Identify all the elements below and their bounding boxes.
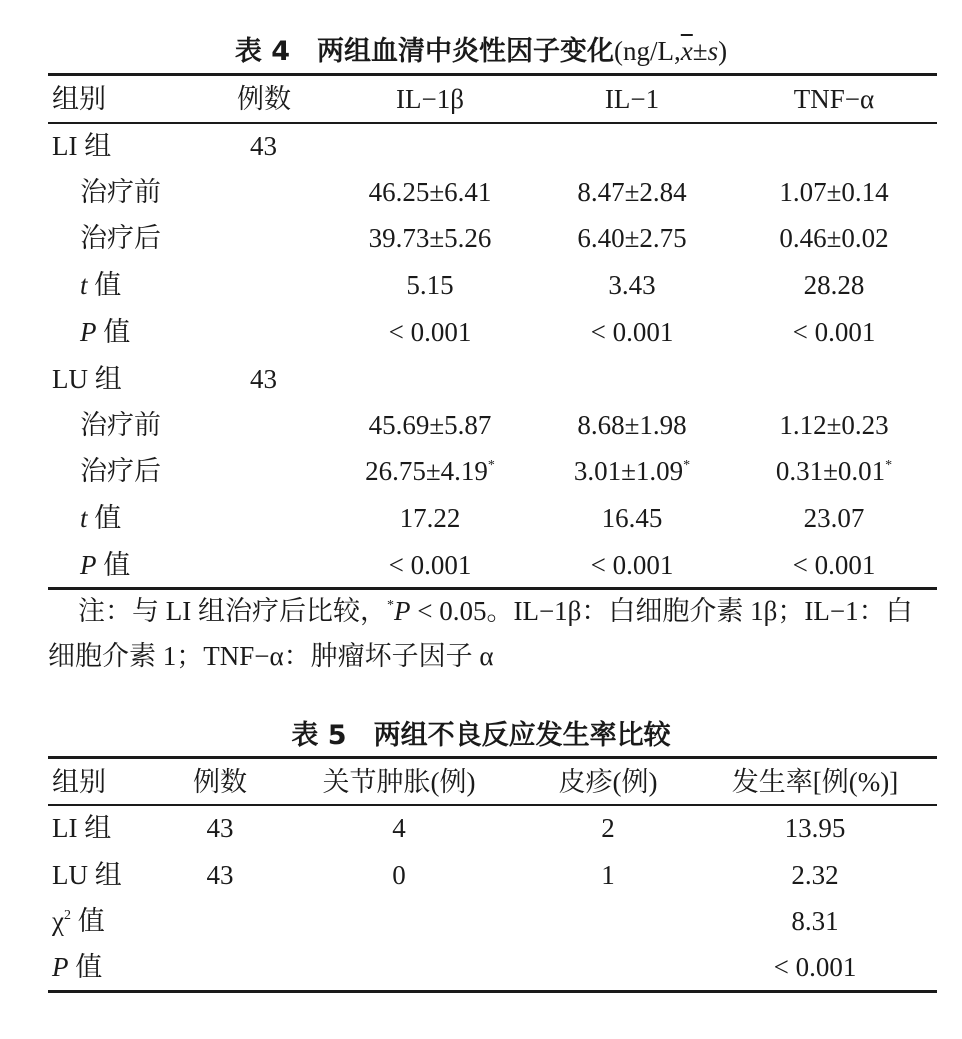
header-rash: 皮疹(例) <box>558 767 658 797</box>
header-group: 组别 <box>52 84 106 114</box>
group-label: LI 组 <box>52 813 112 843</box>
group-label: LU 组 <box>52 860 122 890</box>
group-count: 43 <box>250 364 277 394</box>
row-label: $\chi^2$ 值 <box>52 906 105 936</box>
table4-footnote: 注：与 LI 组治疗后比较，*P < 0.05。IL−1β：白细胞介素 1β；IL−1：白 细胞介素 1；TNF−α：肿瘤坏子因子 α <box>48 596 913 671</box>
header-count: 例数 <box>193 767 247 797</box>
value-il1b: 5.15 <box>406 270 454 300</box>
value-il1b: 17.22 <box>399 503 461 533</box>
value-tnf: 28.28 <box>803 270 865 300</box>
value-il1: < 0.001 <box>590 550 674 580</box>
row-label: P 值 <box>80 317 131 347</box>
table4-header-row <box>48 76 937 122</box>
table-row <box>48 215 937 261</box>
group-label: LI 组 <box>52 131 112 161</box>
table4-caption <box>0 33 962 70</box>
value-il1b: 45.69±5.87 <box>368 410 492 440</box>
value-tnf: 1.12±0.23 <box>779 410 889 440</box>
table-row <box>48 944 937 990</box>
value-tnf: 0.31±0.01* <box>775 456 893 486</box>
table5-caption: 表 5 两组不良反应发生率比较 <box>291 720 671 751</box>
value-il1: 8.68±1.98 <box>577 410 687 440</box>
table-row <box>48 356 937 402</box>
group-count: 43 <box>250 131 277 161</box>
value-il1: 6.40±2.75 <box>577 223 687 253</box>
table-row <box>48 852 937 898</box>
value-il1b: < 0.001 <box>388 317 472 347</box>
row-label: 治疗后 <box>80 223 161 253</box>
value-il1: 8.47±2.84 <box>577 177 687 207</box>
value-il1: < 0.001 <box>590 317 674 347</box>
value-il1b: 39.73±5.26 <box>368 223 492 253</box>
header-il1: IL−1 <box>604 84 660 114</box>
row-label: 治疗前 <box>80 177 161 207</box>
header-il1b: IL−1β <box>396 84 464 114</box>
row-label: t 值 <box>80 503 122 533</box>
value-tnf: 0.46±0.02 <box>779 223 889 253</box>
row-label: P 值 <box>80 550 131 580</box>
table4-caption-title: 表 4 两组血清中炎性因子变化 <box>234 36 615 67</box>
value-il1b: 26.75±4.19* <box>365 456 495 486</box>
table-row <box>48 898 937 944</box>
row-label: 治疗前 <box>80 410 161 440</box>
value-il1: 16.45 <box>601 503 663 533</box>
table-row <box>48 402 937 448</box>
row-label: t 值 <box>80 270 122 300</box>
significance-mark: * <box>885 458 893 473</box>
header-group: 组别 <box>52 767 106 797</box>
value-tnf: < 0.001 <box>792 317 876 347</box>
value-tnf: 23.07 <box>803 503 865 533</box>
header-joint-swelling: 关节肿胀(例) <box>322 767 476 797</box>
header-count: 例数 <box>237 84 291 114</box>
value-il1: 3.01±1.09* <box>573 456 691 486</box>
header-incidence-rate: 发生率[例(%)] <box>731 767 899 797</box>
table-row <box>48 542 937 588</box>
row-label: 治疗后 <box>80 456 161 486</box>
header-tnf: TNF−α <box>793 84 875 114</box>
table-row <box>48 123 937 169</box>
significance-mark: * <box>683 458 691 473</box>
value-il1b: 46.25±6.41 <box>368 177 492 207</box>
table-row <box>48 805 937 851</box>
value-il1: 3.43 <box>608 270 656 300</box>
table-row <box>48 448 937 494</box>
table-row <box>48 495 937 541</box>
value-incidence-rate: 13.95 <box>784 813 846 843</box>
value-incidence-rate: < 0.001 <box>773 952 857 982</box>
value-tnf: 1.07±0.14 <box>779 177 889 207</box>
value-rash: 2 <box>601 813 615 843</box>
value-joint-swelling: 4 <box>392 813 406 843</box>
value-il1b: < 0.001 <box>388 550 472 580</box>
table-row <box>48 309 937 355</box>
table5-header-row <box>48 759 937 805</box>
row-label: P 值 <box>52 952 103 982</box>
significance-mark: * <box>487 458 495 473</box>
table4-caption-unit: $(ng/L,\overline{x}\pm s)$ <box>614 36 728 66</box>
value-incidence-rate: 8.31 <box>791 906 839 936</box>
group-label: LU 组 <box>52 364 122 394</box>
group-count: 43 <box>206 813 234 843</box>
group-count: 43 <box>206 860 234 890</box>
value-rash: 1 <box>601 860 615 890</box>
value-incidence-rate: 2.32 <box>791 860 839 890</box>
value-joint-swelling: 0 <box>392 860 406 890</box>
value-tnf: < 0.001 <box>792 550 876 580</box>
table-row <box>48 169 937 215</box>
table-row <box>48 262 937 308</box>
table5-bottom-rule <box>48 990 937 993</box>
